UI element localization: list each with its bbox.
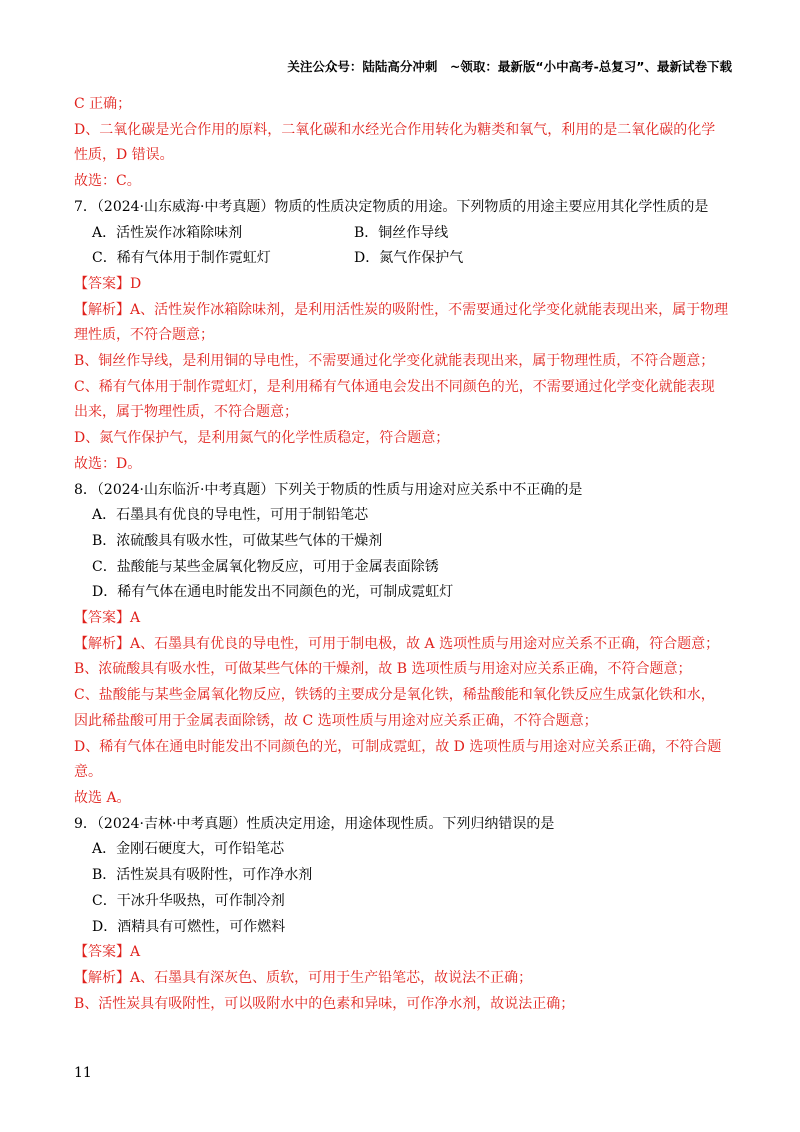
analysis-line: B、活性炭具有吸附性，可以吸附水中的色素和异味，可作净水剂，故说法正确； bbox=[74, 995, 575, 1012]
option-b: B．浓硫酸具有吸水性，可做某些气体的干燥剂 bbox=[92, 532, 383, 549]
answer: 【答案】A bbox=[74, 944, 141, 961]
analysis-line: 【解析】A、石墨具有深灰色、质软，可用于生产铅笔芯，故说法不正确； bbox=[74, 969, 533, 986]
option-d: D．酒精具有可燃性，可作燃料 bbox=[92, 918, 286, 935]
option-d: D．氮气作保护气 bbox=[354, 250, 464, 267]
question-7 bbox=[74, 195, 734, 478]
option-a: A．活性炭作冰箱除味剂 bbox=[92, 224, 243, 241]
analysis-line: 【解析】A、石墨具有优良的导电性，可用于制电极，故 A 选项性质与用途对应关系不正确，符合题意； bbox=[74, 635, 720, 652]
analysis-line: 理性质，不符合题意； bbox=[74, 327, 214, 344]
answer: 【答案】A bbox=[74, 610, 141, 627]
option-b: B．铜丝作导线 bbox=[354, 224, 449, 241]
option-c: C．干冰升华吸热，可作制冷剂 bbox=[92, 892, 285, 909]
answer: 【答案】D bbox=[74, 275, 142, 292]
analysis-line: B、铜丝作导线，是利用铜的导电性，不需要通过化学变化就能表现出来，属于物理性质，不符合题意； bbox=[74, 353, 715, 370]
text-line: 性质，D 错误。 bbox=[74, 147, 174, 164]
question-8 bbox=[74, 478, 734, 812]
analysis-line: 【解析】A、活性炭作冰箱除味剂，是利用活性炭的吸附性，不需要通过化学变化就能表现出来，属于物理 bbox=[74, 301, 729, 318]
analysis-line: D、氮气作保护气，是利用氮气的化学性质稳定，符合题意； bbox=[74, 430, 450, 447]
text-line: C 正确； bbox=[74, 96, 132, 112]
page-number: 11 bbox=[74, 1065, 92, 1081]
analysis-line: 因此稀盐酸可用于金属表面除锈，故 C 选项性质与用途对应关系正确，不符合题意； bbox=[74, 712, 598, 729]
analysis-line: 故选 A。 bbox=[74, 789, 131, 806]
page-content bbox=[74, 92, 734, 1017]
option-row bbox=[74, 221, 734, 247]
analysis-line: C、稀有气体用于制作霓虹灯，是利用稀有气体通电会发出不同颜色的光，不需要通过化学变化就能表现 bbox=[74, 378, 715, 395]
option-a: A．金刚石硬度大，可作铅笔芯 bbox=[92, 841, 285, 858]
option-c: C．稀有气体用于制作霓虹灯 bbox=[92, 250, 271, 267]
option-b: B．活性炭具有吸附性，可作净水剂 bbox=[92, 867, 313, 884]
analysis-line: D、稀有气体在通电时能发出不同颜色的光，可制成霓虹，故 D 选项性质与用途对应关系正确，不符合题 bbox=[74, 738, 722, 755]
option-d: D．稀有气体在通电时能发出不同颜色的光，可制成霓虹灯 bbox=[92, 584, 454, 601]
question-stem: 8．（2024·山东临沂·中考真题）下列关于物质的性质与用途对应关系中不正确的是 bbox=[74, 481, 583, 498]
option-a: A．石墨具有优良的导电性，可用于制铅笔芯 bbox=[92, 507, 369, 524]
question-stem: 9．（2024·吉林·中考真题）性质决定用途，用途体现性质。下列归纳错误的是 bbox=[74, 815, 555, 832]
text-line: 故选：C。 bbox=[74, 173, 141, 190]
option-row bbox=[74, 246, 734, 272]
analysis-line: 意。 bbox=[74, 764, 102, 781]
text-line: D、二氧化碳是光合作用的原料，二氧化碳和水经光合作用转化为糖类和氧气，利用的是二氧化碳的化学 bbox=[74, 121, 716, 138]
question-stem: 7．（2024·山东威海·中考真题）物质的性质决定物质的用途。下列物质的用途主要应用其化学性质的是 bbox=[74, 198, 709, 215]
analysis-line: B、浓硫酸具有吸水性，可做某些气体的干燥剂，故 B 选项性质与用途对应关系正确，不符合题意； bbox=[74, 661, 692, 678]
analysis-line: 故选：D。 bbox=[74, 455, 142, 472]
analysis-line: C、盐酸能与某些金属氧化物反应，铁锈的主要成分是氧化铁，稀盐酸能和氧化铁反应生成氯化铁和水， bbox=[74, 687, 715, 704]
analysis-line: 出来，属于物理性质，不符合题意； bbox=[74, 404, 298, 421]
option-c: C．盐酸能与某些金属氧化物反应，可用于金属表面除锈 bbox=[92, 558, 439, 575]
question-9 bbox=[74, 812, 734, 1018]
page-header: 关注公众号：陆陆高分冲刺 ~领取：最新版“小中高考-总复习”、最新试卷下载 bbox=[287, 59, 732, 74]
